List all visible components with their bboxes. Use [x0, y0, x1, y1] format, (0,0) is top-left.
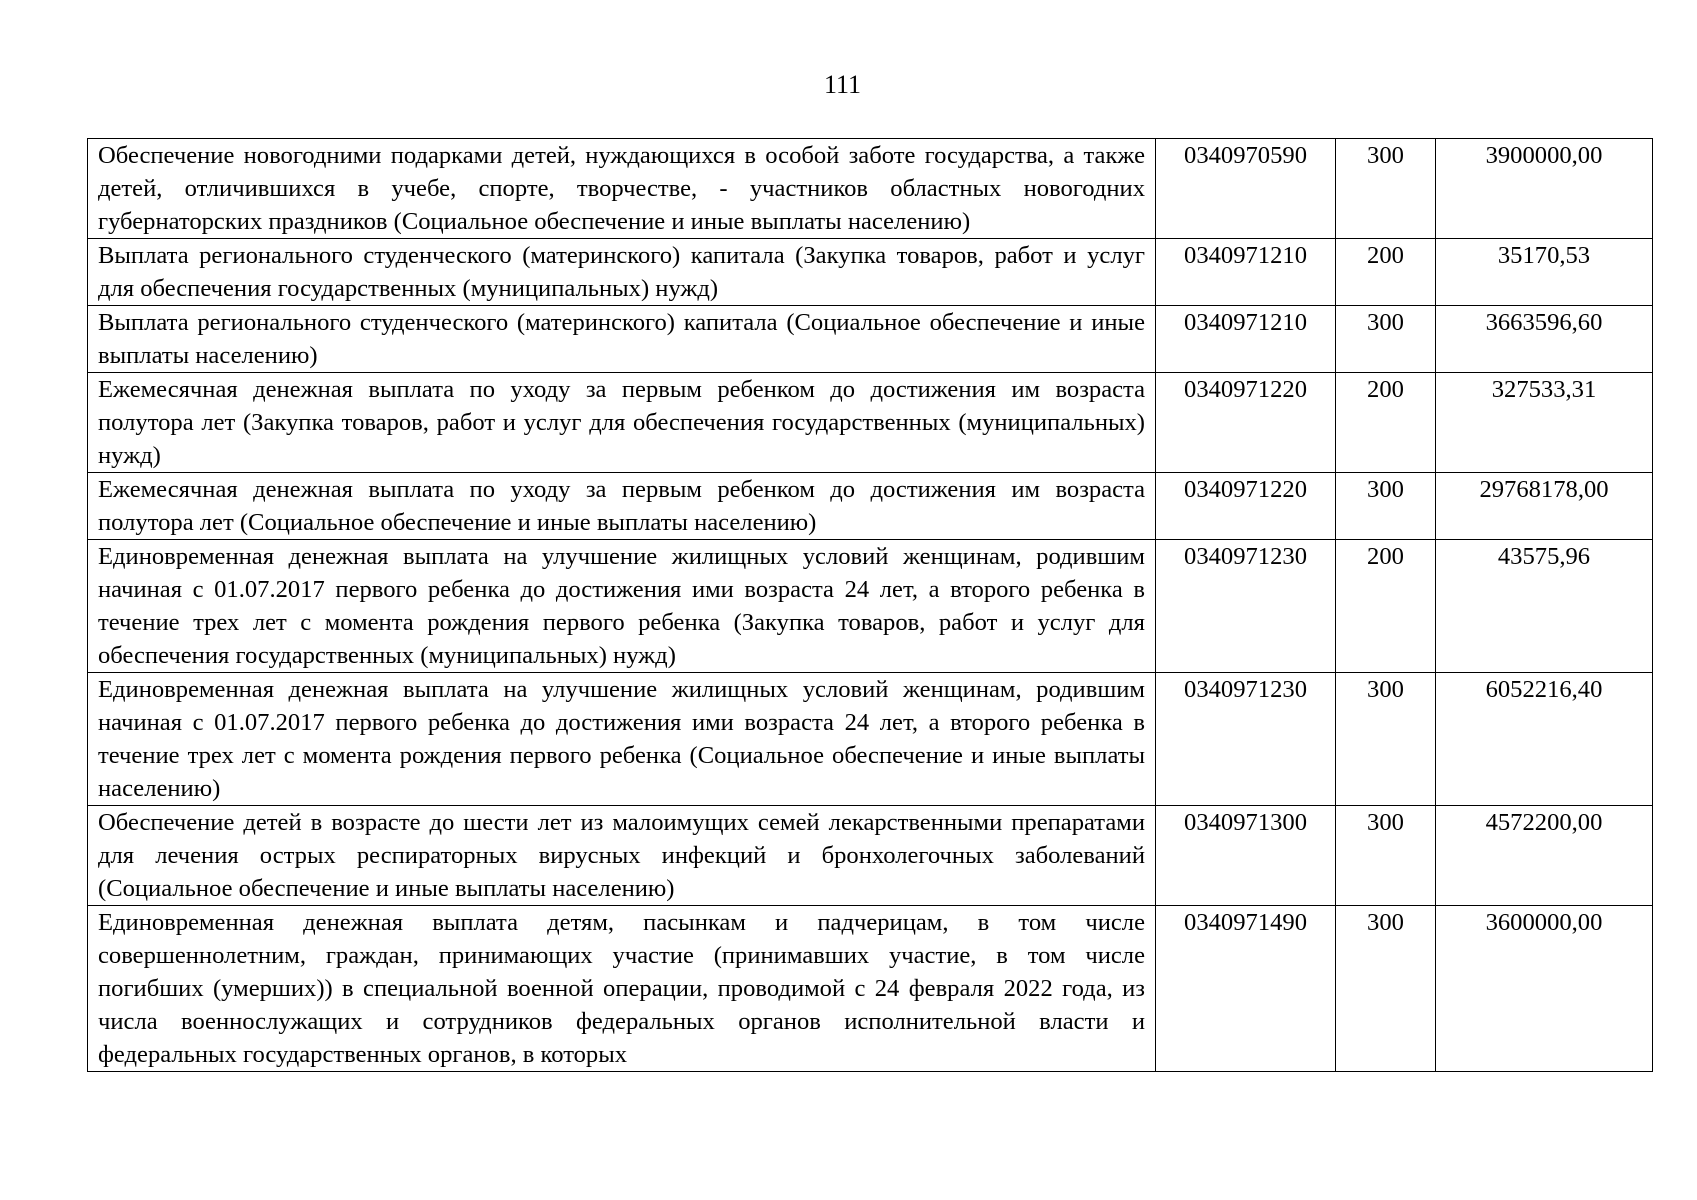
- row-expense-type-code: 200: [1336, 239, 1436, 306]
- table-row: [88, 473, 1653, 540]
- table-row: [88, 806, 1653, 906]
- row-amount: 327533,31: [1436, 373, 1653, 473]
- table-row: [88, 906, 1653, 1072]
- row-target-article-code: 0340971230: [1156, 673, 1336, 806]
- row-amount: 3900000,00: [1436, 139, 1653, 239]
- row-target-article-code: 0340971230: [1156, 540, 1336, 673]
- row-target-article-code: 0340971210: [1156, 239, 1336, 306]
- row-target-article-code: 0340971220: [1156, 373, 1336, 473]
- row-amount: 3663596,60: [1436, 306, 1653, 373]
- row-target-article-code: 0340971490: [1156, 906, 1336, 1072]
- table-row: [88, 139, 1653, 239]
- row-expense-type-code: 200: [1336, 373, 1436, 473]
- row-expense-type-code: 300: [1336, 139, 1436, 239]
- row-expense-type-code: 300: [1336, 473, 1436, 540]
- table-row: [88, 239, 1653, 306]
- row-expense-type-code: 300: [1336, 906, 1436, 1072]
- row-description: Обеспечение новогодними подарками детей, нуждающихся в особой заботе государства, а также детей, отличившихся в учебе, спорте, творчестве, - участников областных новогодних губернаторских праздников (Социальное обеспечение и иные выплаты населению): [88, 139, 1156, 239]
- row-description: Обеспечение детей в возрасте до шести лет из малоимущих семей лекарственными препаратами для лечения острых респираторных вирусных инфекций и бронхолегочных заболеваний (Социальное обеспечение и иные выплаты населению): [88, 806, 1156, 906]
- row-amount: 3600000,00: [1436, 906, 1653, 1072]
- row-description: Ежемесячная денежная выплата по уходу за первым ребенком до достижения им возраста полутора лет (Закупка товаров, работ и услуг для обеспечения государственных (муниципальных) нужд): [88, 373, 1156, 473]
- row-target-article-code: 0340971220: [1156, 473, 1336, 540]
- row-expense-type-code: 300: [1336, 806, 1436, 906]
- row-target-article-code: 0340971210: [1156, 306, 1336, 373]
- table-row: [88, 673, 1653, 806]
- table-row: [88, 540, 1653, 673]
- row-description: Единовременная денежная выплата на улучшение жилищных условий женщинам, родившим начиная с 01.07.2017 первого ребенка до достижения ими возраста 24 лет, а второго ребенка в течение трех лет с момента рождения первого ребенка (Социальное обеспечение и иные выплаты населению): [88, 673, 1156, 806]
- row-amount: 35170,53: [1436, 239, 1653, 306]
- row-amount: 6052216,40: [1436, 673, 1653, 806]
- page-number: [0, 70, 1697, 100]
- budget-table: [87, 138, 1653, 1072]
- row-amount: 43575,96: [1436, 540, 1653, 673]
- row-description: Выплата регионального студенческого (материнского) капитала (Закупка товаров, работ и услуг для обеспечения государственных (муниципальных) нужд): [88, 239, 1156, 306]
- row-description: Ежемесячная денежная выплата по уходу за первым ребенком до достижения им возраста полутора лет (Социальное обеспечение и иные выплаты населению): [88, 473, 1156, 540]
- row-description: Единовременная денежная выплата детям, пасынкам и падчерицам, в том числе совершеннолетним, граждан, принимающих участие (принимавших участие, в том числе погибших (умерших)) в специальной военной операции, проводимой с 24 февраля 2022 года, из числа военнослужащих и сотрудников федеральных органов исполнительной власти и федеральных государственных органов, в которых: [88, 906, 1156, 1072]
- table-row: [88, 306, 1653, 373]
- row-expense-type-code: 200: [1336, 540, 1436, 673]
- page-number-text: 111: [823, 70, 862, 99]
- table-row: [88, 373, 1653, 473]
- row-expense-type-code: 300: [1336, 673, 1436, 806]
- row-description: Выплата регионального студенческого (материнского) капитала (Социальное обеспечение и иные выплаты населению): [88, 306, 1156, 373]
- row-amount: 29768178,00: [1436, 473, 1653, 540]
- row-description: Единовременная денежная выплата на улучшение жилищных условий женщинам, родившим начиная с 01.07.2017 первого ребенка до достижения ими возраста 24 лет, а второго ребенка в течение трех лет с момента рождения первого ребенка (Закупка товаров, работ и услуг для обеспечения государственных (муниципальных) нужд): [88, 540, 1156, 673]
- row-amount: 4572200,00: [1436, 806, 1653, 906]
- row-target-article-code: 0340970590: [1156, 139, 1336, 239]
- row-target-article-code: 0340971300: [1156, 806, 1336, 906]
- row-expense-type-code: 300: [1336, 306, 1436, 373]
